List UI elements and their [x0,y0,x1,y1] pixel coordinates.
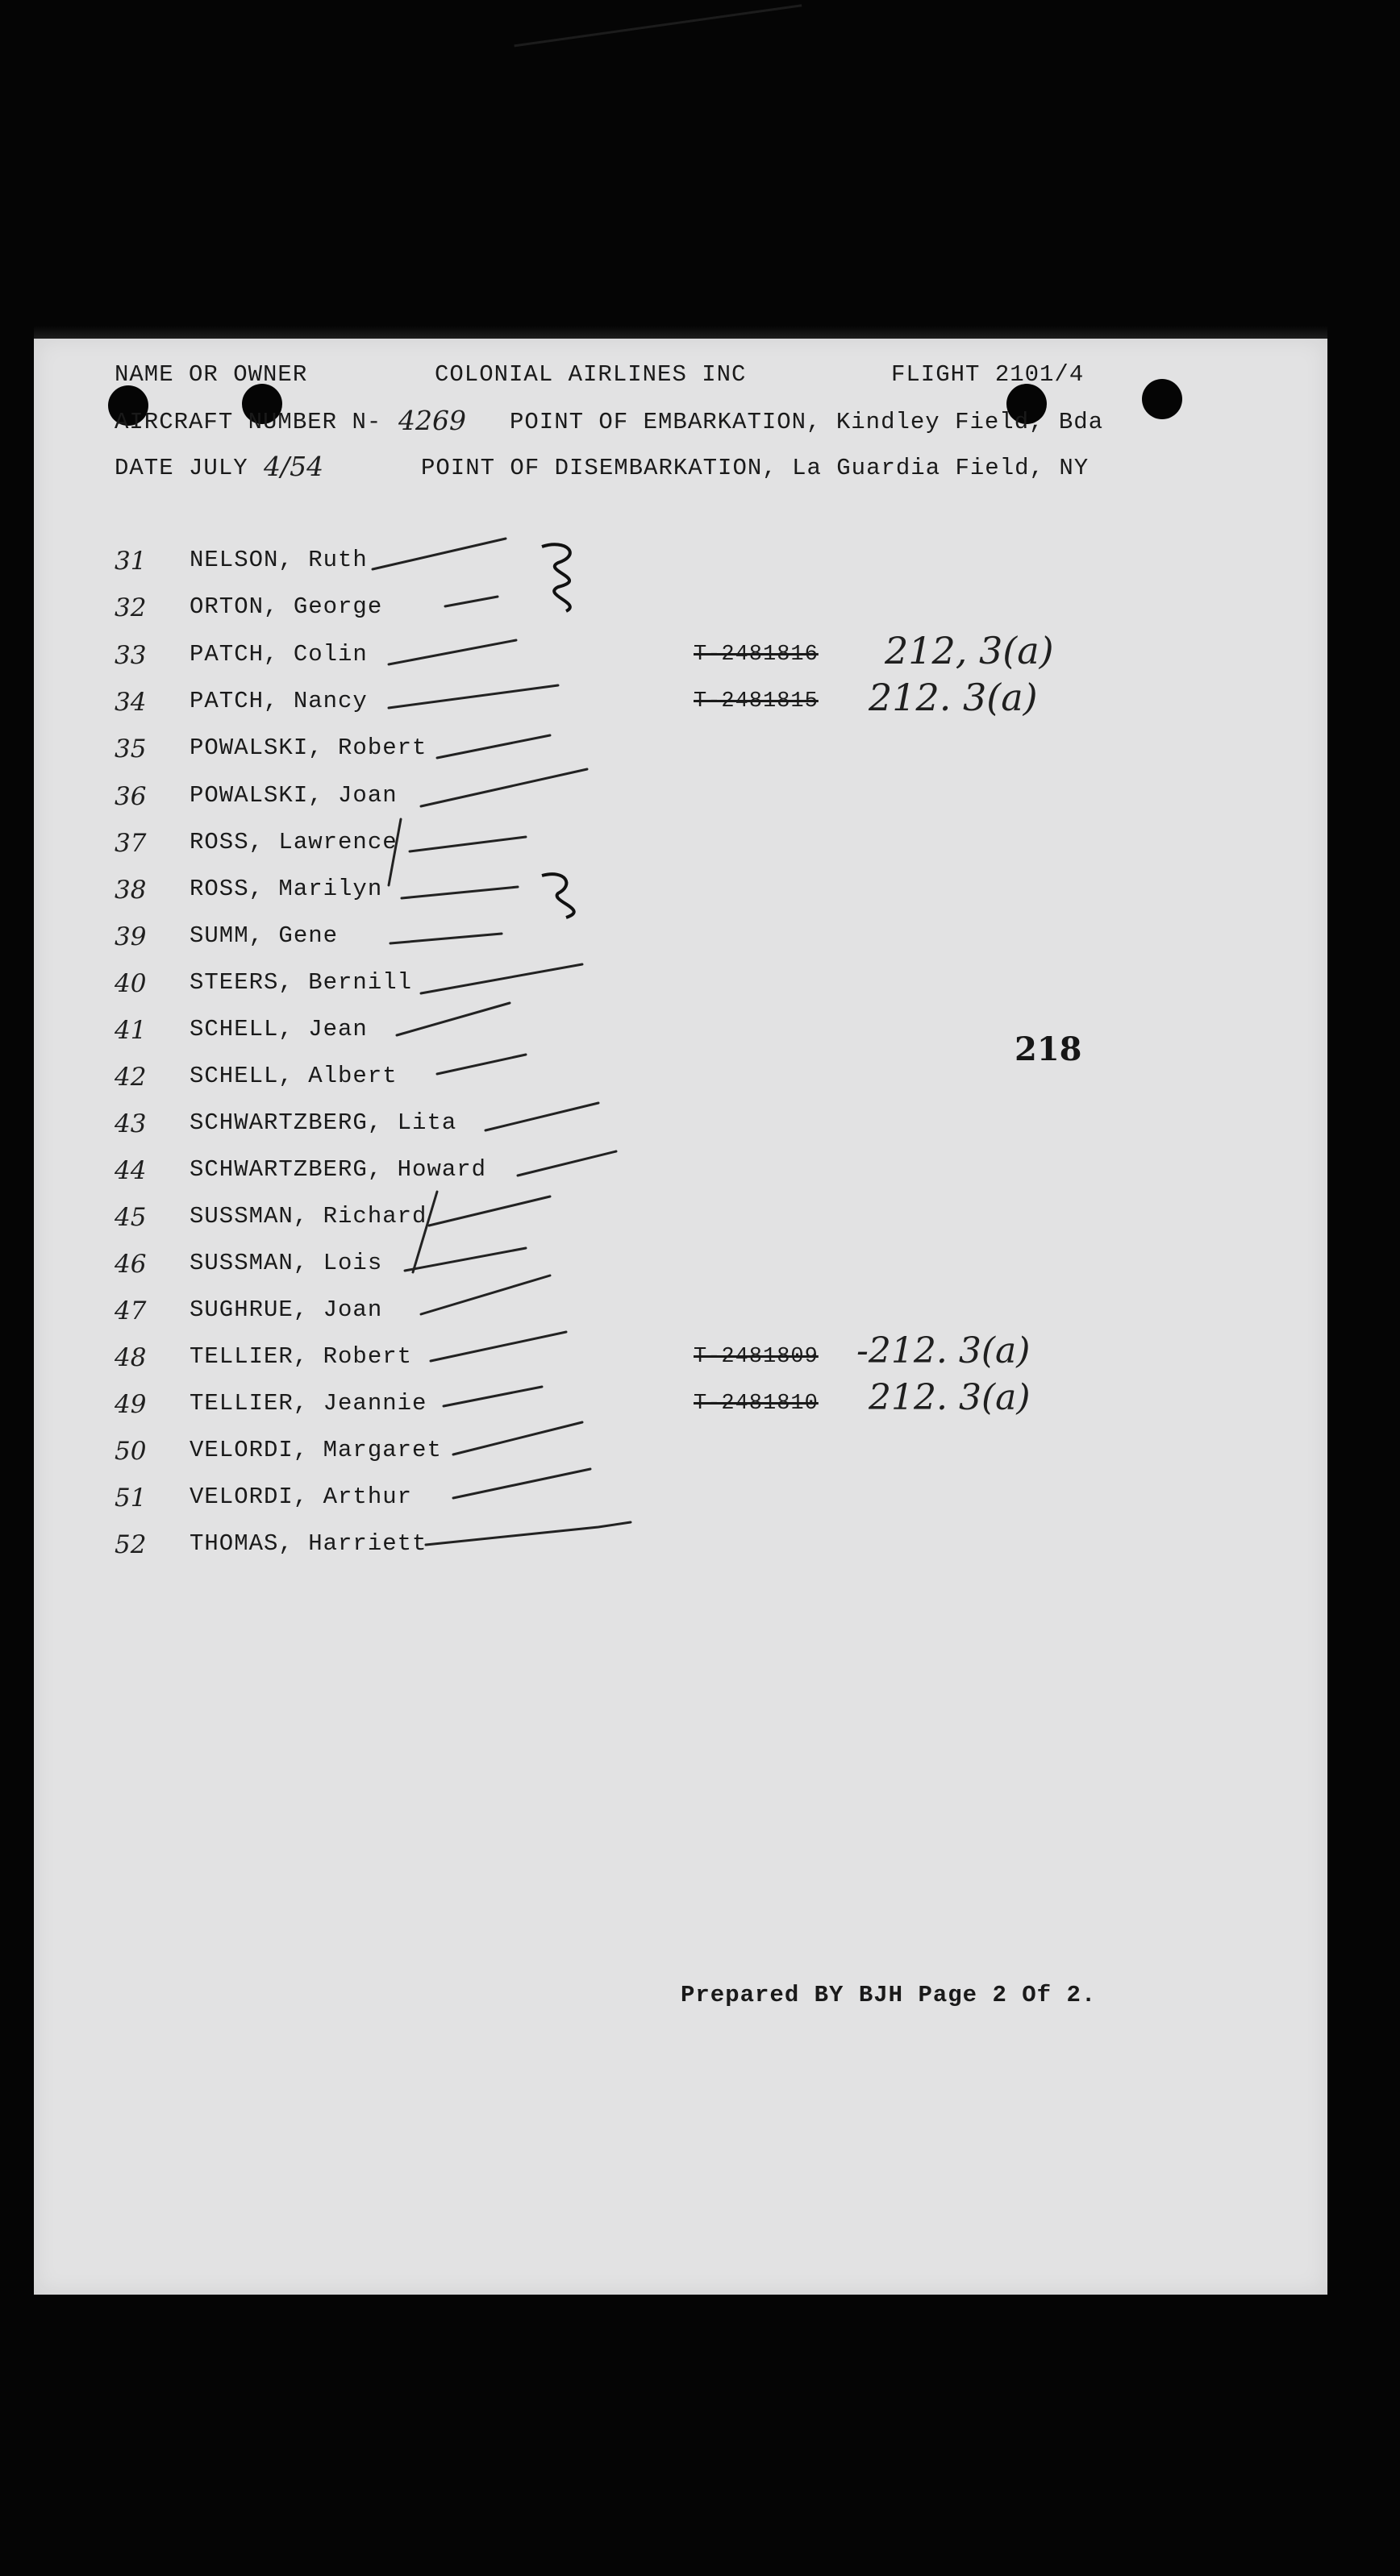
aircraft-label: AIRCRAFT NUMBER N- [115,409,382,435]
check-stroke [437,1055,526,1074]
passenger-name: SCHELL, Jean [190,1016,368,1042]
row-number: 35 [115,735,147,764]
date-label: DATE JULY [115,455,248,481]
check-stroke [373,539,506,569]
row-number: 42 [115,1063,147,1092]
passenger-name: PATCH, Nancy [190,688,368,714]
passenger-name: VELORDI, Arthur [190,1484,413,1510]
scribble-mark [542,544,570,611]
passenger-name: POWALSKI, Robert [190,735,427,761]
row-number: 49 [115,1390,147,1419]
passenger-name: VELORDI, Margaret [190,1437,442,1463]
row-number: 41 [115,1016,147,1045]
row-number: 43 [115,1109,147,1138]
check-stroke [518,1151,616,1176]
check-stroke [426,1522,631,1545]
ticket-number: T-2481815 [694,689,819,714]
passenger-name: ROSS, Marilyn [190,876,383,902]
check-stroke [421,769,587,806]
passenger-name: SUMM, Gene [190,922,339,949]
passenger-name: TELLIER, Robert [190,1343,413,1370]
check-stroke [431,1332,566,1361]
handwritten-code: 212. 3(a) [869,676,1038,719]
passenger-name: SUGHRUE, Joan [190,1296,383,1323]
check-stroke [402,887,518,898]
date-value: 4/54 [264,451,324,482]
passenger-name: PATCH, Colin [190,641,368,668]
check-stroke [437,735,550,758]
page-top-edge [34,326,1327,339]
check-stroke [410,837,526,851]
handwritten-code: -212. 3(a) [856,1330,1031,1371]
passenger-name: SUSSMAN, Richard [190,1203,427,1230]
passenger-name: NELSON, Ruth [190,547,368,573]
check-stroke [444,1387,542,1406]
row-number: 32 [115,593,147,622]
check-stroke [405,1248,526,1271]
check-stroke [429,1196,550,1226]
row-number: 36 [115,782,147,811]
handwritten-code: 212, 3(a) [885,629,1054,672]
ticket-number: T-2481816 [694,643,819,667]
check-stroke [397,1003,510,1035]
passenger-name: ROSS, Lawrence [190,829,398,855]
check-stroke [389,685,558,708]
passenger-name: SCHWARTZBERG, Howard [190,1156,487,1183]
row-number: 48 [115,1343,147,1372]
row-number: 37 [115,829,147,858]
check-stroke [485,1103,598,1130]
check-stroke [390,934,502,943]
scan-artifact [514,4,808,94]
check-stroke [421,964,582,993]
row-number: 50 [115,1437,147,1466]
handwritten-code: 212. 3(a) [869,1377,1031,1418]
check-stroke [389,640,516,664]
row-number: 46 [115,1250,147,1279]
name-owner-label: NAME OR OWNER [115,361,308,388]
aircraft-number: 4269 [398,405,466,436]
disembarkation-point: POINT OF DISEMBARKATION, La Guardia Field, NY [421,455,1090,481]
passenger-name: SCHWARTZBERG, Lita [190,1109,457,1136]
manifest-page [34,337,1327,2295]
row-number: 34 [115,688,147,717]
punch-hole-4 [1142,379,1182,419]
row-number: 44 [115,1156,147,1185]
page-stamp-number: 218 [1015,1030,1082,1068]
passenger-name: SCHELL, Albert [190,1063,398,1089]
check-stroke [453,1469,590,1498]
row-number: 31 [115,547,147,576]
passenger-name: SUSSMAN, Lois [190,1250,383,1276]
row-number: 33 [115,641,147,670]
scribble-mark [542,874,574,918]
prepared-by-footer: Prepared BY BJH Page 2 Of 2. [681,1982,1097,2008]
check-stroke [445,597,498,606]
passenger-name: ORTON, George [190,593,383,620]
row-number: 39 [115,922,147,951]
flight-number: FLIGHT 2101/4 [891,361,1085,388]
passenger-name: TELLIER, Jeannie [190,1390,427,1417]
check-stroke [453,1422,582,1454]
embarkation-point: POINT OF EMBARKATION, Kindley Field, Bda [510,409,1104,435]
passenger-name: POWALSKI, Joan [190,782,398,809]
passenger-name: THOMAS, Harriett [190,1530,427,1557]
row-number: 40 [115,969,147,998]
check-stroke [421,1276,550,1314]
row-number: 38 [115,876,147,905]
owner-name: COLONIAL AIRLINES INC [435,361,747,388]
ticket-number: T-2481810 [694,1392,819,1416]
row-number: 52 [115,1530,147,1559]
row-number: 45 [115,1203,147,1232]
row-number: 51 [115,1484,147,1513]
row-number: 47 [115,1296,147,1325]
ticket-number: T-2481809 [694,1345,819,1369]
passenger-name: STEERS, Bernill [190,969,413,996]
